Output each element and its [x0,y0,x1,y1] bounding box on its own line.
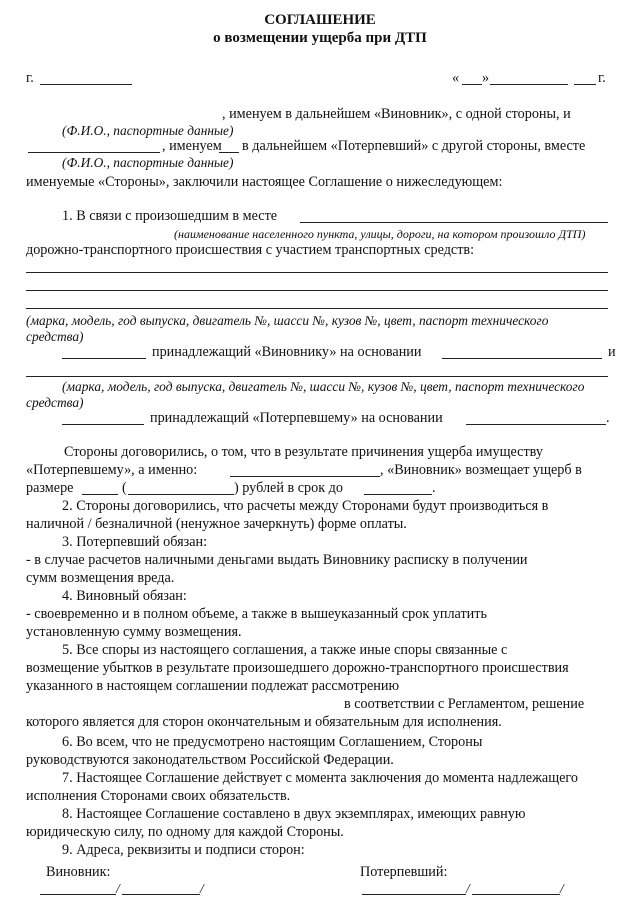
victim-sign-slash2: / [560,881,564,896]
vehicle1-hint: (марка, модель, год выпуска, двигатель №, шасси №, кузов №, цвет, паспорт технического [26,313,549,328]
owner2-basis-blank[interactable] [466,424,606,425]
date-quote-close: » [482,70,490,86]
amount-words-blank[interactable] [128,494,234,495]
vehicle1-blank-2[interactable] [26,290,608,291]
amount-digits-blank[interactable] [82,494,118,495]
party-victim-hint: (Ф.И.О., паспортные данные) [62,155,234,170]
victim-sign-slash1: / [466,881,470,896]
date-year-blank[interactable] [574,84,596,85]
clause2-line2: наличной / безналичной (ненужное зачеркнуть) форме оплаты. [26,516,407,532]
vehicle1-blank-1[interactable] [26,272,608,273]
amount-paren-open: ( [122,480,127,496]
guilty-sign-slash1: / [116,881,120,896]
clause3-title: 3. Потерпевший обязан: [62,534,208,550]
guilty-name-blank[interactable] [122,894,200,895]
party-guilty-line: , именуем в дальнейшем «Виновник», с одной стороны, и [222,106,571,122]
clause5-line3: указанного в настоящем соглашении подлежат рассмотрению [26,678,400,694]
clause8-line1: 8. Настоящее Соглашение составлено в двух экземплярах, имеющих равную [62,806,526,822]
clause8-line2: юридическую силу, по одному для каждой Стороны. [26,824,344,840]
document-subtitle: о возмещении ущерба при ДТП [213,30,427,46]
city-blank[interactable] [40,84,132,85]
document-title: СОГЛАШЕНИЕ [264,12,376,28]
city-prefix: г. [26,70,34,86]
clause3-line2: сумм возмещения вреда. [26,570,175,586]
clause4-title: 4. Виновный обязан: [62,588,187,604]
victim-label: Потерпевший: [360,864,448,880]
party-victim-named: , именуем [162,138,222,154]
clause7-line1: 7. Настоящее Соглашение действует с момента заключения до момента надлежащего [62,770,578,786]
vehicle2-hint-cont: средства) [26,395,84,410]
clause1-intro: 1. В связи с произошедшим в месте [62,208,278,224]
date-day-blank[interactable] [462,84,482,85]
amount-deadline-label: ) рублей в срок до [234,480,343,496]
owner1-and: и [608,344,616,360]
clause5-line4: в соответствии с Регламентом, решение [344,696,585,712]
agreement-amount-label: размере [26,480,74,496]
date-quote-open: « [452,70,460,86]
party-victim-name-blank[interactable] [28,152,160,153]
accident-place-blank[interactable] [300,222,608,223]
vehicle1-blank-3[interactable] [26,308,608,309]
agreement-line2b: , «Виновник» возмещает ущерб в [380,462,582,478]
clause6-line2: руководствуются законодательством Российской Федерации. [26,752,394,768]
damaged-property-blank[interactable] [230,476,380,477]
clause2-line1: 2. Стороны договорились, что расчеты между Сторонами будут производиться в [62,498,549,514]
parties-together-line: именуемые «Стороны», заключили настоящее Соглашение о нижеследующем: [26,174,503,190]
party-victim-line: в дальнейшем «Потерпевший» с другой стороны, вместе [242,138,586,154]
owner2-blank[interactable] [62,424,144,425]
amount-end: . [432,480,436,496]
owner2-end: . [606,410,610,426]
clause4-line1: - своевременно и в полном объеме, а также в вышеуказанный срок уплатить [26,606,487,622]
clause4-line2: установленную сумму возмещения. [26,624,242,640]
clause7-line2: исполнения Сторонами своих обязательств. [26,788,291,804]
vehicle2-blank[interactable] [26,376,608,377]
guilty-signature-blank[interactable] [40,894,116,895]
clause6-line1: 6. Во всем, что не предусмотрено настоящим Соглашением, Стороны [62,734,483,750]
agreement-line1: Стороны договорились, о том, что в результате причинения ущерба имуществу [64,444,543,460]
dtp-vehicles-line: дорожно-транспортного происшествия с участием транспортных средств: [26,242,475,258]
vehicle1-hint-cont: средства) [26,329,84,344]
party-victim-suffix-blank[interactable] [219,152,239,153]
guilty-sign-slash2: / [200,881,204,896]
guilty-label: Виновник: [46,864,111,880]
clause5-line5: которого является для сторон окончательным и обязательным для исполнения. [26,714,502,730]
vehicle2-hint: (марка, модель, год выпуска, двигатель №, шасси №, кузов №, цвет, паспорт технического [62,379,585,394]
owner1-basis-blank[interactable] [442,358,602,359]
party-guilty-hint: (Ф.И.О., паспортные данные) [62,123,234,138]
clause9-line: 9. Адреса, реквизиты и подписи сторон: [62,842,305,858]
victim-signature-blank[interactable] [362,894,466,895]
date-month-blank[interactable] [490,84,568,85]
clause3-line1: - в случае расчетов наличными деньгами выдать Виновнику расписку в получении [26,552,528,568]
clause5-line2: возмещение убытков в результате произошедшего дорожно-транспортного происшествия [26,660,569,676]
clause5-line1: 5. Все споры из настоящего соглашения, а также иные споры связанные с [62,642,508,658]
owner1-text: принадлежащий «Виновнику» на основании [152,344,422,360]
date-year-suffix: г. [598,70,606,86]
owner1-blank[interactable] [62,358,146,359]
accident-place-hint: (наименование населенного пункта, улицы, дороги, на котором произошло ДТП) [174,227,586,241]
agreement-line2a: «Потерпевшему», а именно: [26,462,198,478]
victim-name-blank[interactable] [472,894,560,895]
deadline-blank[interactable] [364,494,432,495]
owner2-text: принадлежащий «Потерпевшему» на основании [150,410,443,426]
